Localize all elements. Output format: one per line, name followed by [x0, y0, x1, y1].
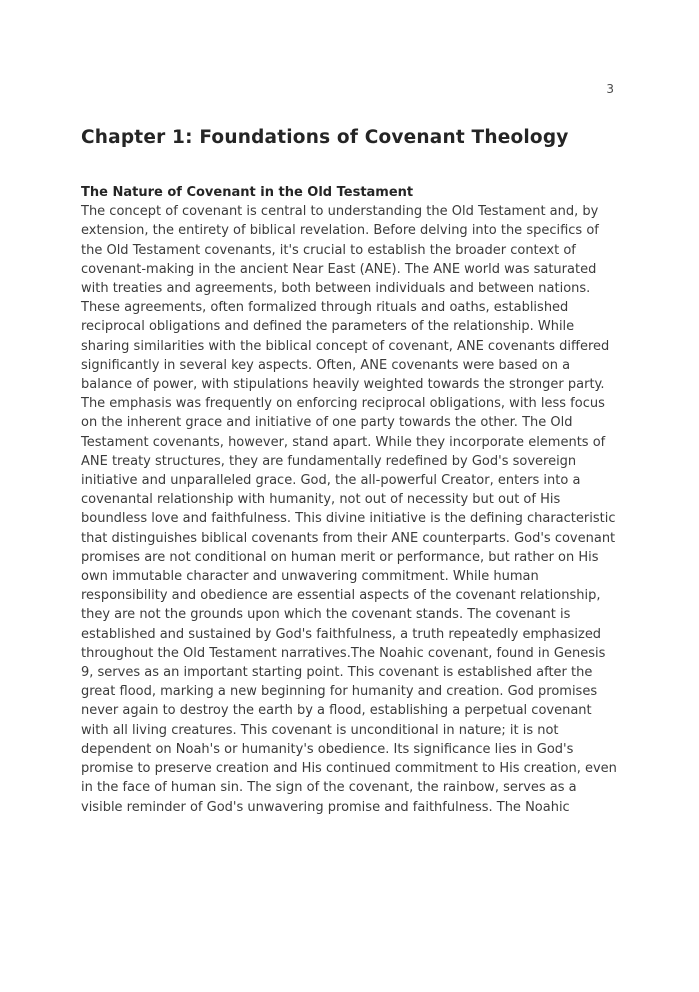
chapter-title: Chapter 1: Foundations of Covenant Theology [81, 127, 569, 148]
body-paragraph: The concept of covenant is central to understanding the Old Testament and, by extension, the entirety of biblical revelation. Before delving into the specifics of the Old Testament covenants, it's crucial to establish the broader context of covenant-making in the ancient Near East (ANE). The ANE world was saturated with treaties and agreements, both between individuals and between nations. These agreements, often formalized through rituals and oaths, established reciprocal obligations and defined the parameters of the relationship. While sharing similarities with the biblical concept of covenant, ANE covenants differed significantly in several key aspects. Often, ANE covenants were based on a balance of power, with stipulations heavily weighted towards the stronger party. The emphasis was frequently on enforcing reciprocal obligations, with less focus on the inherent grace and initiative of one party towards the other. The Old Testament covenants, however, stand apart. While they incorporate elements of ANE treaty structures, they are fundamentally redefined by God's sovereign initiative and unparalleled grace. God, the all-powerful Creator, enters into a covenantal relationship with humanity, not out of necessity but out of His boundless love and faithfulness. This divine initiative is the defining characteristic that distinguishes biblical covenants from their ANE counterparts. God's covenant promises are not conditional on human merit or performance, but rather on His own immutable character and unwavering commitment. While human responsibility and obedience are essential aspects of the covenant relationship, they are not the grounds upon which the covenant stands. The covenant is established and sustained by God's faithfulness, a truth repeatedly emphasized throughout the Old Testament narratives.The Noahic covenant, found in Genesis 9, serves as an important starting point. This covenant is established after the great flood, marking a new beginning for humanity and creation. God promises never again to destroy the earth by a flood, establishing a perpetual covenant with all living creatures. This covenant is unconditional in nature; it is not dependent on Noah's or humanity's obedience. Its significance lies in God's promise to preserve creation and His continued commitment to His creation, even in the face of human sin. The sign of the covenant, the rainbow, serves as a visible reminder of God's unwavering promise and faithfulness. The Noahic [81, 204, 617, 815]
page-number: 3 [606, 82, 614, 96]
section-heading: The Nature of Covenant in the Old Testament [81, 185, 414, 200]
